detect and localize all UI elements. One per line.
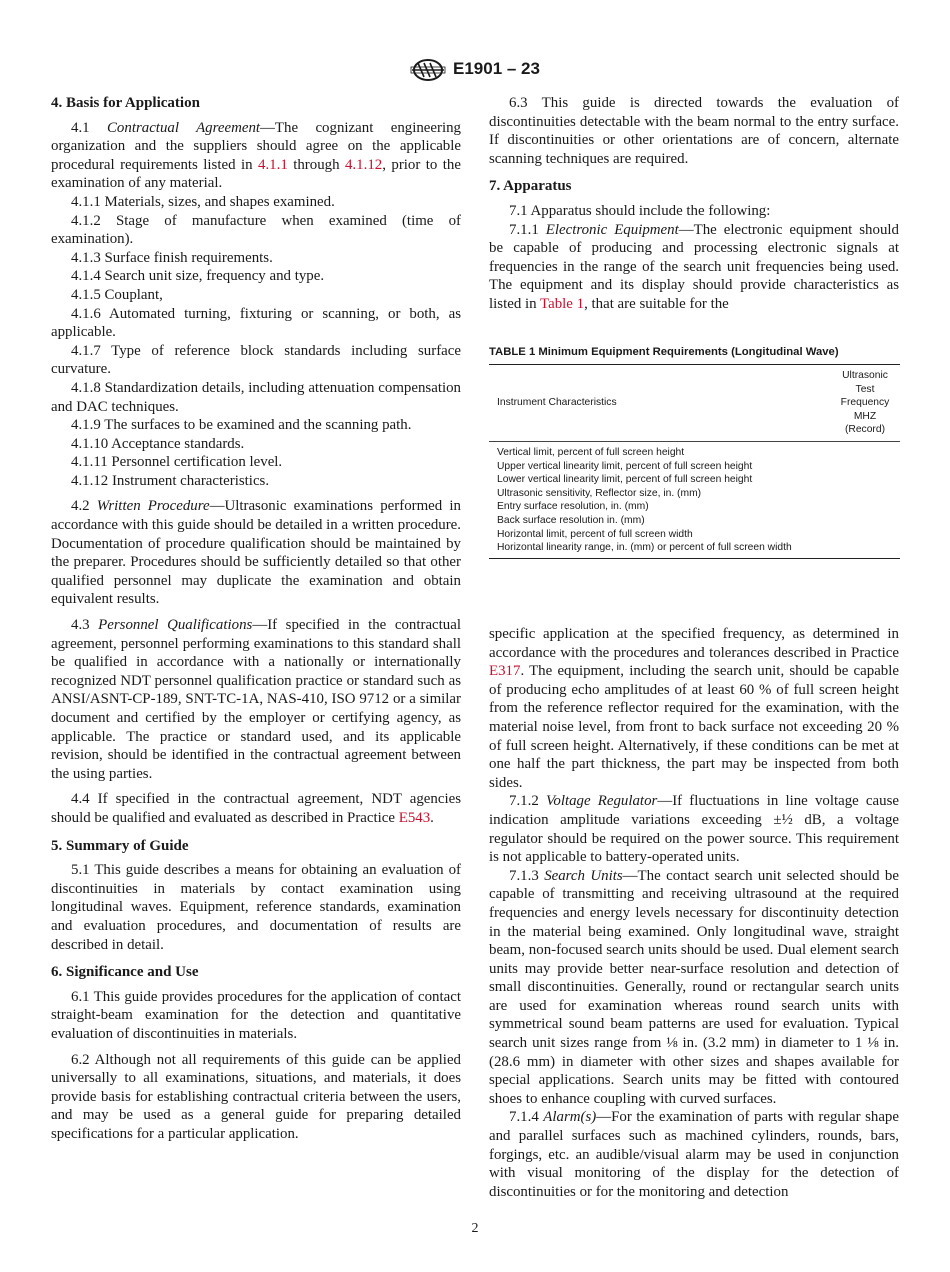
list-item: 4.1.1 Materials, sizes, and shapes examined. [71,193,335,210]
link-e317[interactable]: E317 [489,663,521,680]
section-7-heading: 7. Apparatus [489,178,572,195]
paragraph-7-1-1-continued: specific application at the specified frequency, as determined in accordance with the procedures and tolerances described in Practice E317. The equipment, including the search unit, should be capable of producing echo amplitudes of at least 60 % of full screen height from the reference reflector required for the examination, with the material noise level, from front to back surface not exceeding 20 % of full screen height. Alternatively, if these conditions can be met at one half the part thickness, the part may be inspected from both sides. [489,626,899,791]
list-item: 4.1.5 Couplant, [71,286,163,303]
table-cell: Entry surface resolution, in. (mm) [497,501,649,513]
table-cell: Back surface resolution in. (mm) [497,514,645,526]
page-header [0,58,950,84]
paragraph-7-1-3: 7.1.3 Search Units—The contact search unit selected should be capable of transmitting and receiving ultrasound at the required frequencies and energy levels necessary for discontinuity detection in the material being examined. Only longitudinal wave, straight beam, non-focused search units should be used. Dual element search units may provide better near-surface resolution and detection of small discontinuities. Generally, round or rectangular search units are used for examination whereas round search units with symmetrical sound beam patterns are used for evaluation. Typical search unit sizes range from ⅛ in. (3.2 mm) in diameter to 1 ⅛ in. (28.6 mm) in diameter with other sizes and shapes available for special applications. Search units may be fitted with contoured shoes to enhance coupling with curved surfaces. [489,867,899,1107]
section-4-heading: 4. Basis for Application [51,95,200,111]
paragraph-title: Electronic Equipment [545,221,679,238]
table-row [489,460,900,474]
paragraph-title: Personnel Qualifications [98,617,253,634]
paragraph-title: Voltage Regulator [545,793,658,810]
list-item: 4.1.8 Standardization details, including attenuation compensation and DAC techniques. [51,379,461,415]
paragraph-7-1-2: 7.1.2 Voltage Regulator—If fluctuations in line voltage cause indication amplitude variations exceeding ±½ dB, a voltage regulator should be required on the power source. This requirement is not applicable to battery-operated units. [489,793,899,866]
column-header-frequency: Ultrasonic Test Frequency MHZ (Record) [840,370,890,436]
paragraph-5-1: 5.1 This guide describes a means for obtaining an evaluation of discontinuities in materials by contact examination using longitudinal waves. Equipment, reference standards, examination and evaluation procedures, and documentation of results are described in detail. [51,862,461,953]
section-5-heading: 5. Summary of Guide [51,837,189,854]
paragraph-4-3: 4.3 Personnel Qualifications—If specified in the contractual agreement, personnel performing examinations to this standard shall be qualified in accordance with a nationally or internationally recognized NDT personnel qualification practice or standard such as ANSI/ASNT-CP-189, SNT-TC-1A, NAS-410, ISO 9712 or a similar document and certified by the employer or certifying agency, as applicable. The practice or standard used, and its applicable revision, should be identified in the contractual agreement between the using parties. [51,617,461,782]
paragraph-6-3: 6.3 This guide is directed towards the evaluation of discontinuities detectable with the beam normal to the entry surface. If discontinuities or other orientations are of concern, alternate scanning techniques are required. [489,95,899,167]
table-cell: Upper vertical linearity limit, percent of full screen height [497,460,753,472]
requirements-table [489,364,900,559]
page-number: 2 [471,1221,479,1236]
table-row [489,528,900,542]
table-row [489,487,900,501]
list-item: 4.1.10 Acceptance standards. [71,435,245,452]
link-e543[interactable]: E543 [398,809,431,826]
paragraph-4-1: 4.1 Contractual Agreement—The cognizant engineering organization and the suppliers should agree on the applicable procedural requirements listed in 4.1.1 through 4.1.12, prior to the examination of any material. [51,119,461,192]
table-row [489,473,900,487]
left-column [51,94,461,1143]
table-1 [489,345,900,559]
table-cell: Horizontal limit, percent of full screen width [497,528,693,540]
paragraph-title: Written Procedure [96,498,210,515]
list-item: 4.1.7 Type of reference block standards including surface curvature. [51,342,461,378]
table-row [489,541,900,558]
right-column-top [489,94,899,314]
link-table-1[interactable]: Table 1 [540,295,585,312]
link-4-1-1[interactable]: 4.1.1 [258,156,288,173]
table-caption: TABLE 1 Minimum Equipment Requirements (Longitudinal Wave) [489,346,839,358]
paragraph-6-2: 6.2 Although not all requirements of this guide can be applied universally to all examinations, situations, and materials, it does provide basis for establishing contractual criteria between the users, and may be used as a general guide for preparing detailed specifications for a particular application. [51,1051,461,1142]
list-item: 4.1.12 Instrument characteristics. [71,472,270,489]
paragraph-title: Alarm(s) [543,1109,597,1126]
table-row [489,500,900,514]
paragraph-4-2: 4.2 Written Procedure—Ultrasonic examinations performed in accordance with this guide should be detailed in a written procedure. Documentation of procedure qualification should be maintained by the preparer. Procedures should be sufficiently detailed so that other qualified personnel may duplicate the examination and obtain equivalent results. [51,498,461,608]
paragraph-6-1: 6.1 This guide provides procedures for the application of contact straight-beam examination for the detection and quantitative evaluation of discontinuities in materials. [51,988,461,1042]
section-6-heading: 6. Significance and Use [51,964,199,981]
paragraph-title: Search Units [544,867,623,884]
table-cell: Ultrasonic sensitivity, Reflector size, in. (mm) [497,487,702,499]
document-id: E1901 – 23 [453,59,540,78]
paragraph-7-1-1: 7.1.1 Electronic Equipment—The electronic equipment should be capable of producing and processing electronic signals at frequencies in the range of the search unit frequencies being used. The equipment and its display should provide characteristics as listed in Table 1, that are suitable for the [489,221,899,312]
list-item: 4.1.3 Surface finish requirements. [71,249,273,266]
table-row [489,441,900,459]
paragraph-7-1: 7.1 Apparatus should include the following: [509,202,771,219]
paragraph-4-4: 4.4 If specified in the contractual agreement, NDT agencies should be qualified and evaluated as described in Practice E543. [51,791,461,826]
link-4-1-12[interactable]: 4.1.12 [344,156,383,173]
list-item: 4.1.4 Search unit size, frequency and type. [71,268,325,285]
list-item: 4.1.6 Automated turning, fixturing or scanning, or both, as applicable. [51,305,461,341]
table-header-row [489,365,900,442]
table-cell: Lower vertical linearity limit, percent of full screen height [497,474,753,486]
table-row [489,514,900,528]
list-item: 4.1.2 Stage of manufacture when examined (time of examination). [51,212,461,248]
list-item: 4.1.11 Personnel certification level. [71,454,283,471]
table-cell: Vertical limit, percent of full screen height [497,446,685,458]
column-header-characteristics: Instrument Characteristics [497,397,617,409]
paragraph-title: Contractual Agreement [107,119,261,136]
table-cell: Horizontal linearity range, in. (mm) or percent of full screen width [489,541,830,558]
paragraph-7-1-4: 7.1.4 Alarm(s)—For the examination of parts with regular shape and parallel surfaces such as machined cylinders, rounds, bars, forgings, etc. an audible/visual alarm may be used in conjunction with visual monitoring of the display for the detection of discontinuities or for the monitoring and detection [489,1109,899,1200]
right-column-bottom [489,625,899,1201]
astm-logo-icon [408,58,448,82]
list-item: 4.1.9 The surfaces to be examined and the scanning path. [71,417,412,434]
